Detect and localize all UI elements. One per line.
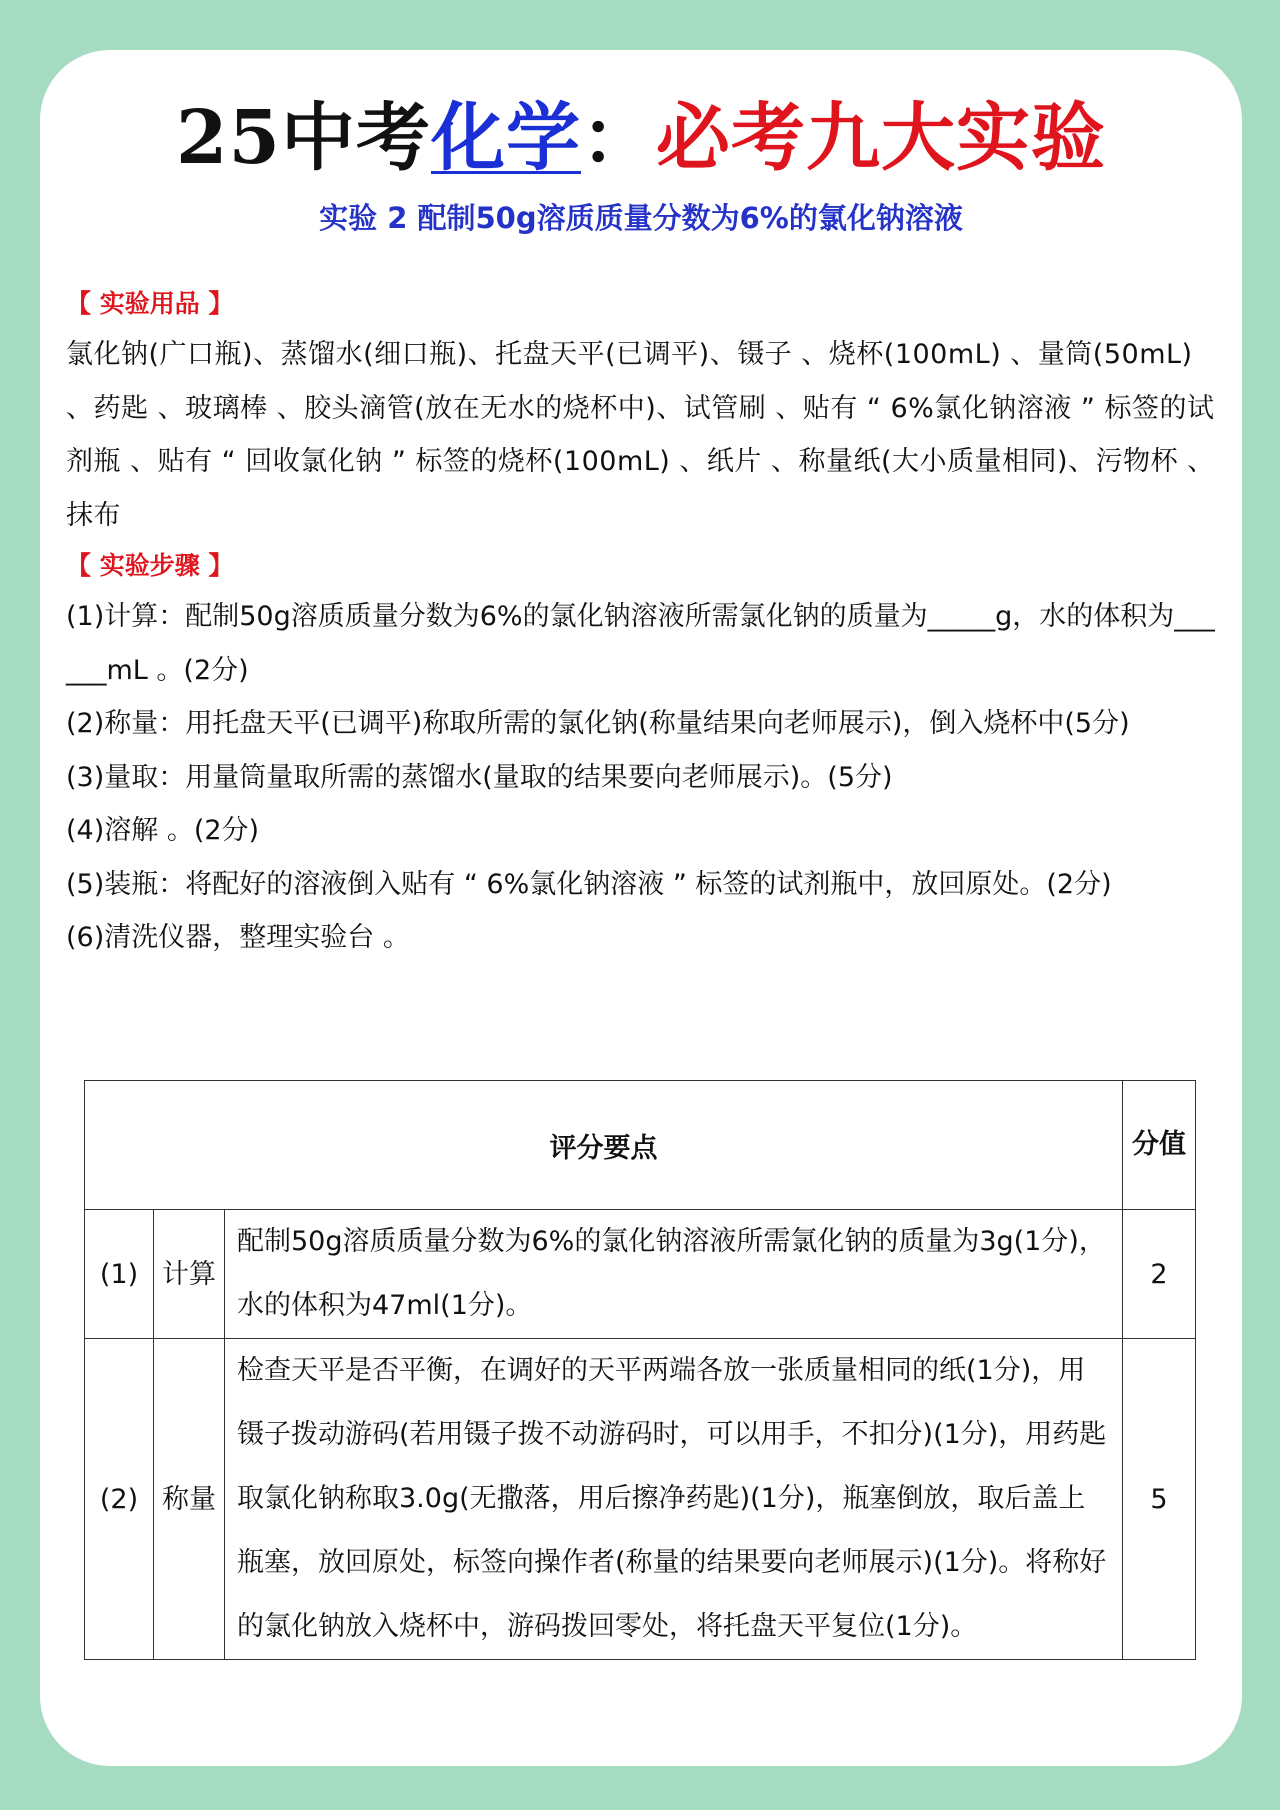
score-header: 分值 <box>1123 1081 1196 1210</box>
title-subject: 化学 <box>430 95 581 181</box>
scoring-points-header: 评分要点 <box>85 1081 1123 1210</box>
step-item: (6)清洗仪器，整理实验台 。 <box>66 922 410 953</box>
title-colon: ： <box>580 95 656 181</box>
materials-heading: 【 实验用品 】 <box>66 289 234 318</box>
table-header-row <box>85 1081 1196 1210</box>
step-item: (4)溶解 。(2分) <box>66 815 260 846</box>
row-description: 配制50g溶质质量分数为6%的氯化钠溶液所需氯化钠的质量为3g(1分)，水的体积为47ml(1分)。 <box>225 1210 1123 1339</box>
step-item: (2)称量：用托盘天平(已调平)称取所需的氯化钠(称量结果向老师展示)，倒入烧杯中(5分) <box>66 708 1130 739</box>
row-score: 5 <box>1123 1339 1196 1660</box>
experiment-subtitle: 实验 2 配制50g溶质质量分数为6%的氯化钠溶液 <box>319 201 963 235</box>
title-year-exam: 25中考 <box>176 95 431 181</box>
row-number: (1) <box>85 1210 154 1339</box>
experiment-content <box>66 280 1226 965</box>
steps-heading: 【 实验步骤 】 <box>66 551 234 580</box>
row-number: (2) <box>85 1339 154 1660</box>
row-description: 检查天平是否平衡，在调好的天平两端各放一张质量相同的纸(1分)，用镊子拨动游码(若用镊子拨不动游码时，可以用手，不扣分)(1分)，用药匙取氯化钠称取3.0g(无撒落，用后擦净药匙)(1分)，瓶塞倒放，取后盖上瓶塞，放回原处，标签向操作者(称量的结果要向老师展示)(1分)。将称好的氯化钠放入烧杯中，游码拨回零处，将托盘天平复位(1分)。 <box>225 1339 1123 1660</box>
content-card <box>40 50 1242 1766</box>
step-item: (3)量取：用量筒量取所需的蒸馏水(量取的结果要向老师展示)。(5分) <box>66 761 893 793</box>
materials-text: 氯化钠(广口瓶)、蒸馏水(细口瓶)、托盘天平(已调平)、镊子 、烧杯(100mL) 、量筒(50mL) 、药匙 、玻璃棒 、胶头滴管(放在无水的烧杯中)、试管刷 、贴有 “ 6%氯化钠溶液 ” 标签的试剂瓶 、贴有 “ 回收氯化钠 ” 标签的烧杯(100mL) 、纸片 、称量纸(大小质量相同)、污物杯 、抹布 <box>66 339 1215 531</box>
page-title <box>40 88 1242 188</box>
scoring-table <box>84 1080 1196 1660</box>
table-row <box>85 1339 1196 1660</box>
row-step-name: 计算 <box>154 1210 225 1339</box>
table-row <box>85 1210 1196 1339</box>
row-score: 2 <box>1123 1210 1196 1339</box>
row-step-name: 称量 <box>154 1339 225 1660</box>
step-item: (1)计算：配制50g溶质质量分数为6%的氯化钠溶液所需氯化钠的质量为_____g，水的体积为______mL 。(2分) <box>66 601 1215 686</box>
step-item: (5)装瓶：将配好的溶液倒入贴有 “ 6%氯化钠溶液 ” 标签的试剂瓶中，放回原处。(2分) <box>66 868 1112 900</box>
title-topic: 必考九大实验 <box>655 95 1106 181</box>
